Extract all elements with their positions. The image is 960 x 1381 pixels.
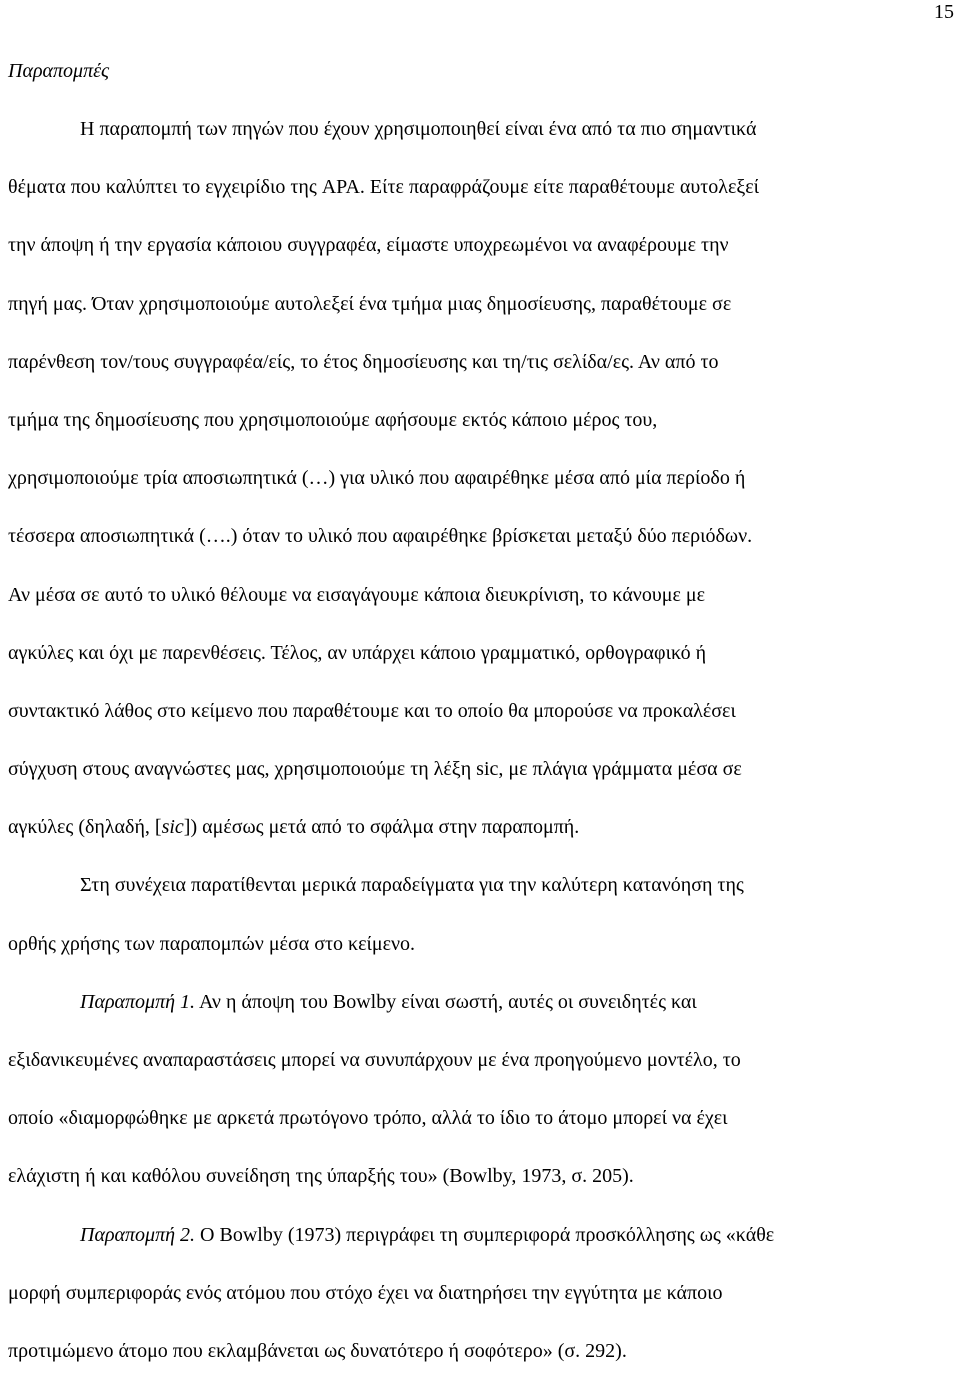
reference-1-line-1	[8, 973, 960, 1031]
paragraph-1-line-13-start: αγκύλες (δηλαδή, [	[8, 816, 162, 839]
paragraph-2-line-2: ορθής χρήσης των παραπομπών μέσα στο κείμενο.	[8, 932, 416, 955]
reference-1-line-3: οποίο «διαμορφώθηκε με αρκετά πρωτόγονο τρόπο, αλλά το ίδιο το άτομο μπορεί να έχει	[8, 1107, 728, 1130]
paragraph-1-line-4: πηγή μας. Όταν χρησιμοποιούμε αυτολεξεί ένα τμήμα μιας δημοσίευσης, παραθέτουμε σε	[8, 292, 732, 315]
paragraph-1-line-13-end: ]) αμέσως μετά από το σφάλμα στην παραπομπή.	[183, 816, 580, 839]
paragraph-1-line-8: τέσσερα αποσιωπητικά (….) όταν το υλικό που αφαιρέθηκε βρίσκεται μεταξύ δύο περιόδων.	[8, 525, 753, 548]
paragraph-1-line-10: αγκύλες και όχι με παρενθέσεις. Τέλος, αν υπάρχει κάποιο γραμματικό, ορθογραφικό ή	[8, 641, 707, 664]
sic-italic: sic	[161, 816, 184, 839]
paragraph-1-line-2: θέματα που καλύπτει το εγχειρίδιο της APA. Είτε παραφράζουμε είτε παραθέτουμε αυτολεξεί	[8, 176, 760, 199]
paragraph-1-line-6: τμήμα της δημοσίευσης που χρησιμοποιούμε αφήσουμε εκτός κάποιο μέρος του,	[8, 408, 658, 431]
paragraph-1-line-13	[8, 798, 960, 856]
reference-2-line-1	[8, 1206, 960, 1264]
reference-1-line-4: ελάχιστη ή και καθόλου συνείδηση της ύπαρξής του» (Bowlby, 1973, σ. 205).	[8, 1165, 634, 1188]
reference-1-label: Παραπομπή 1.	[80, 990, 196, 1013]
paragraph-1-line-12: σύγχυση στους αναγνώστες μας, χρησιμοποιούμε τη λέξη sic, με πλάγια γράμματα μέσα σε	[8, 758, 742, 781]
reference-2-line-1-text: Ο Bowlby (1973) περιγράφει τη συμπεριφορά προσκόλλησης ως «κάθε	[195, 1223, 775, 1246]
paragraph-1-line-1: Η παραπομπή των πηγών που έχουν χρησιμοποιηθεί είναι ένα από τα πιο σημαντικά	[80, 118, 757, 140]
reference-2-line-3: προτιμώμενο άτομο που εκλαμβάνεται ως δυνατότερο ή σοφότερο» (σ. 292).	[8, 1339, 627, 1362]
page-number: 15	[934, 1, 954, 23]
paragraph-1-line-9: Αν μέσα σε αυτό το υλικό θέλουμε να εισαγάγουμε κάποια διευκρίνιση, το κάνουμε με	[8, 583, 705, 606]
reference-1-line-1-text: Αν η άποψη του Bowlby είναι σωστή, αυτές οι συνειδητές και	[195, 990, 697, 1013]
paragraph-1-line-3: την άποψη ή την εργασία κάποιου συγγραφέα, είμαστε υποχρεωμένοι να αναφέρουμε την	[8, 234, 729, 257]
paragraph-1-line-7: χρησιμοποιούμε τρία αποσιωπητικά (…) για υλικό που αφαιρέθηκε μέσα από μία περίοδο ή	[8, 467, 746, 490]
reference-1-line-2: εξιδανικευμένες αναπαραστάσεις μπορεί να συνυπάρχουν με ένα προηγούμενο μοντέλο, το	[8, 1049, 741, 1071]
paragraph-1-line-5: παρένθεση τον/τους συγγραφέα/είς, το έτος δημοσίευσης και τη/τις σελίδα/ες. Αν από το	[8, 350, 719, 373]
body-text	[8, 100, 960, 1380]
section-heading: Παραπομπές	[8, 60, 110, 82]
paragraph-2-line-1: Στη συνέχεια παρατίθενται μερικά παραδείγματα για την καλύτερη κατανόηση της	[80, 874, 744, 897]
paragraph-1-line-11: συντακτικό λάθος στο κείμενο που παραθέτουμε και το οποίο θα μπορούσε να προκαλέσει	[8, 699, 736, 722]
reference-2-line-2: μορφή συμπεριφοράς ενός ατόμου που στόχο έχει να διατηρήσει την εγγύτητα με κάποιο	[8, 1281, 723, 1304]
reference-2-label: Παραπομπή 2.	[80, 1223, 196, 1246]
